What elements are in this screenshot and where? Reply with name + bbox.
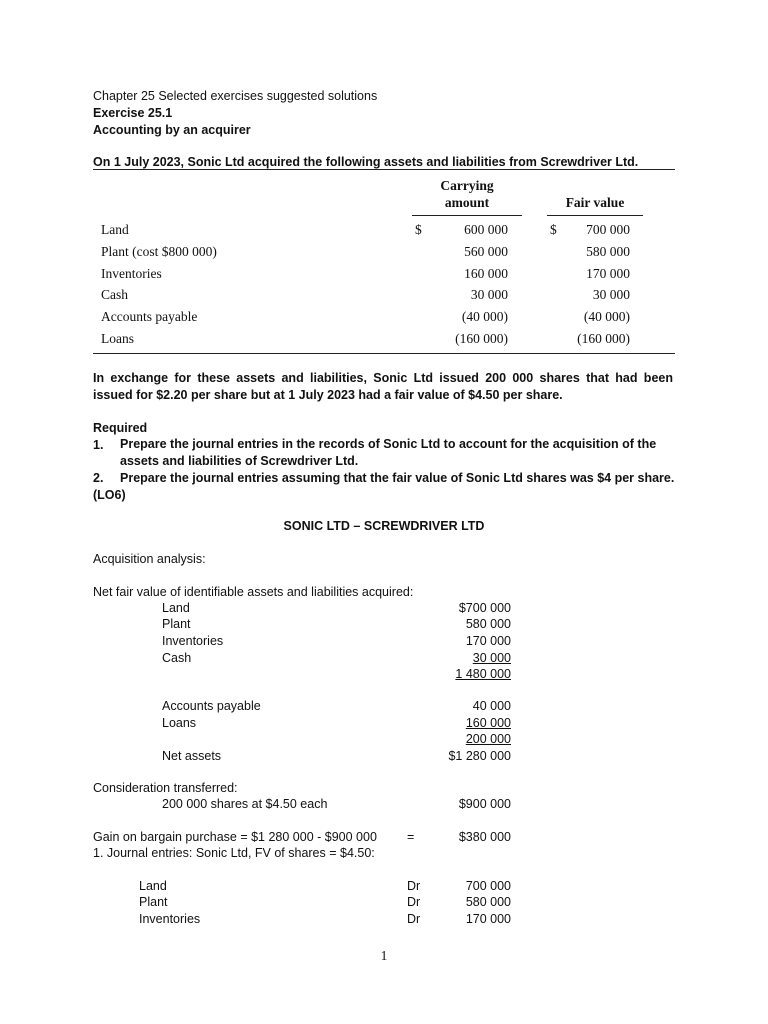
learning-outcome: (LO6) xyxy=(93,488,126,502)
fair-cell: (160 000) xyxy=(577,331,630,346)
carrying-cell: 600 000 xyxy=(464,222,508,237)
table-row-label: Cash xyxy=(101,287,128,302)
acquisition-analysis-heading: Acquisition analysis: xyxy=(93,552,206,566)
net-fair-value-heading: Net fair value of identifiable assets and liabilities acquired: xyxy=(93,585,414,599)
consideration-label: 200 000 shares at $4.50 each xyxy=(162,797,328,811)
required-item-2: Prepare the journal entries assuming that the fair value of Sonic Ltd shares was $4 per share. xyxy=(120,471,675,485)
gain-label: Gain on bargain purchase = $1 280 000 - $900 000 xyxy=(93,830,377,844)
journal-amount: 700 000 xyxy=(465,879,511,893)
carrying-cell: (40 000) xyxy=(461,309,508,324)
carrying-cell: 30 000 xyxy=(470,287,508,302)
required-item-number: 2. xyxy=(93,471,104,485)
carrying-header-line2: amount xyxy=(444,195,490,210)
chapter-heading: Chapter 25 Selected exercises suggested solutions xyxy=(93,89,378,103)
journal-account: Inventories xyxy=(139,912,201,926)
currency-symbol: $ xyxy=(550,222,557,237)
required-item-1-continued: assets and liabilities of Screwdriver Ltd. xyxy=(120,454,359,468)
journal-account: Plant xyxy=(139,895,168,909)
exercise-subtitle: Accounting by an acquirer xyxy=(93,123,251,137)
liability-value: 160 000 xyxy=(465,716,511,730)
consideration-heading: Consideration transferred: xyxy=(93,781,238,795)
fairvalue-header-rule xyxy=(547,215,643,216)
asset-label: Plant xyxy=(162,617,191,631)
journal-amount: 170 000 xyxy=(465,912,511,926)
gain-value: $380 000 xyxy=(458,830,511,844)
intro-text: On 1 July 2023, Sonic Ltd acquired the following assets and liabilities from Screwdriver Ltd. xyxy=(93,155,639,169)
required-heading: Required xyxy=(93,421,148,435)
page-number: 1 xyxy=(380,948,388,963)
journal-side: Dr xyxy=(407,879,421,893)
fair-cell: 30 000 xyxy=(592,287,630,302)
carrying-cell: (160 000) xyxy=(455,331,508,346)
asset-label: Land xyxy=(162,601,190,615)
assets-total: 1 480 000 xyxy=(455,667,511,681)
fair-cell: 170 000 xyxy=(586,266,630,281)
asset-value: 30 000 xyxy=(472,651,511,665)
journal-heading: 1. Journal entries: Sonic Ltd, FV of shares = $4.50: xyxy=(93,846,375,860)
liability-label: Accounts payable xyxy=(162,699,261,713)
table-row-label: Plant (cost $800 000) xyxy=(101,244,217,259)
net-assets-value: $1 280 000 xyxy=(448,749,511,763)
table-row-label: Inventories xyxy=(101,266,162,281)
required-item-number: 1. xyxy=(93,438,104,452)
carrying-cell: 160 000 xyxy=(464,266,508,281)
fairvalue-header: Fair value xyxy=(565,195,625,210)
table-row-label: Loans xyxy=(101,331,134,346)
currency-symbol: $ xyxy=(415,222,422,237)
required-item-1: Prepare the journal entries in the records of Sonic Ltd to account for the acquisition of the xyxy=(120,437,657,451)
journal-account: Land xyxy=(139,879,167,893)
table-row-label: Land xyxy=(101,222,129,237)
fair-cell: (40 000) xyxy=(583,309,630,324)
table-top-rule xyxy=(93,169,675,170)
asset-value: $700 000 xyxy=(458,601,511,615)
asset-label: Cash xyxy=(162,651,192,665)
asset-value: 580 000 xyxy=(465,617,511,631)
fair-cell: 700 000 xyxy=(586,222,630,237)
table-row-label: Accounts payable xyxy=(101,309,198,324)
carrying-header-line1: Carrying xyxy=(440,178,494,193)
liability-value: 40 000 xyxy=(472,699,511,713)
asset-label: Inventories xyxy=(162,634,224,648)
asset-value: 170 000 xyxy=(465,634,511,648)
table-bottom-rule xyxy=(93,353,675,354)
exchange-paragraph: In exchange for these assets and liabilities, Sonic Ltd issued 200 000 shares that had been issued for $2.20 per share but at 1 July 2023 had a fair value of $4.50 per share. xyxy=(93,371,673,402)
liability-label: Loans xyxy=(162,716,197,730)
net-assets-label: Net assets xyxy=(162,749,222,763)
consideration-value: $900 000 xyxy=(458,797,511,811)
exercise-heading: Exercise 25.1 xyxy=(93,106,173,120)
carrying-header-rule xyxy=(412,215,522,216)
liabilities-total: 200 000 xyxy=(465,732,511,746)
gain-equals: = xyxy=(407,830,415,844)
journal-amount: 580 000 xyxy=(465,895,511,909)
fair-cell: 580 000 xyxy=(586,244,630,259)
journal-side: Dr xyxy=(407,895,421,909)
carrying-cell: 560 000 xyxy=(464,244,508,259)
solution-title: SONIC LTD – SCREWDRIVER LTD xyxy=(283,519,485,533)
journal-side: Dr xyxy=(407,912,421,926)
